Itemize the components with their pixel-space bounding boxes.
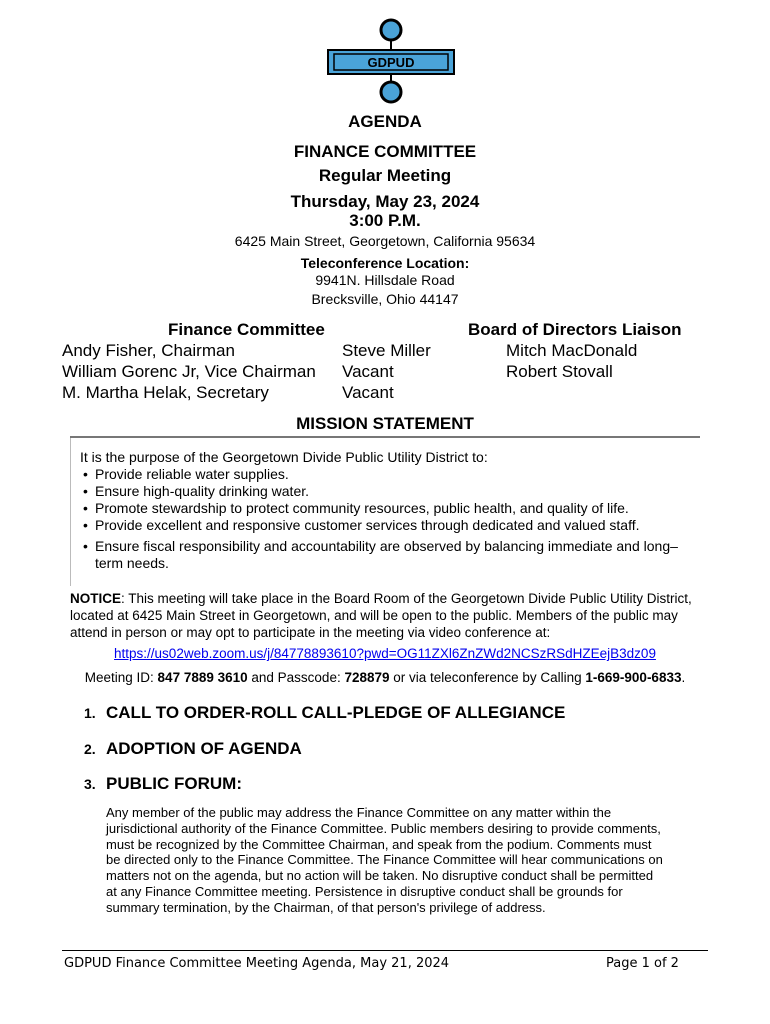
mission-divider: [70, 436, 700, 438]
committee-heading: FINANCE COMMITTEE: [293, 142, 477, 161]
committee-member: Andy Fisher, Chairman: [62, 341, 235, 360]
page-number: Page 1 of 2: [606, 956, 679, 971]
bullet-icon: •: [83, 517, 88, 533]
public-forum-text: Any member of the public may address the Finance Committee on any matter within the jurisdictional authority of the Finance Committee. Public members desiring to provide comments, must be recognized by the Committee Chairman, and speak from the podium. Comments must be directed only to the Finance Committee. The Finance Committee will hear communications on matters not on the agenda, but no action will be taken. No disruptive conduct shall be permitted at any Finance Committee meeting. Persistence in disruptive conduct shall be grounds for summary termination, by the Chairman, of that person's privilege of address.: [106, 805, 663, 915]
committee-alternate: Vacant: [342, 383, 394, 402]
committee-alternate: Vacant: [342, 362, 394, 381]
mission-bullet: • Ensure fiscal responsibility and accountability are observed by balancing immediate and long–term needs.: [83, 538, 678, 571]
committee-member: William Gorenc Jr, Vice Chairman: [62, 362, 316, 381]
mission-bullet: • Provide reliable water supplies.: [83, 466, 289, 482]
meeting-type: Regular Meeting: [318, 166, 452, 185]
committee-alternate: Steve Miller: [342, 341, 431, 360]
committee-member: M. Martha Helak, Secretary: [62, 383, 269, 402]
meeting-address: 6425 Main Street, Georgetown, California 95634: [234, 233, 536, 249]
footer-divider: [62, 950, 708, 951]
mission-bullet: • Ensure high-quality drinking water.: [83, 483, 310, 499]
mission-statement-title: MISSION STATEMENT: [296, 414, 474, 433]
teleconference-address-line2: Brecksville, Ohio 44147: [311, 291, 459, 307]
bullet-icon: •: [83, 483, 88, 499]
meeting-time: 3:00 P.M.: [349, 211, 421, 230]
notice-text: : This meeting will take place in the Board Room of the Georgetown Divide Public Utility District, located at 6425 Main Street in Georgetown, and will be open to the public. Members of the public may attend in person or may opt to participate in the meeting via video conference at:: [70, 591, 692, 640]
passcode: 728879: [344, 670, 390, 685]
bullet-icon: •: [83, 538, 88, 554]
phone-number: 1-669-900-6833: [585, 670, 682, 685]
agenda-heading: AGENDA: [348, 112, 422, 131]
mission-side-rule: [70, 438, 71, 586]
mission-intro: It is the purpose of the Georgetown Divide Public Utility District to:: [80, 449, 488, 465]
bullet-icon: •: [83, 466, 88, 482]
teleconference-address-line1: 9941N. Hillsdale Road: [315, 272, 455, 288]
agenda-item-public-forum: 3. PUBLIC FORUM:: [84, 774, 242, 793]
meeting-id-line: Meeting ID: 847 7889 3610 and Passcode: 728879 or via teleconference by Calling 1-669-900-6833.: [84, 670, 686, 685]
gdpud-logo: [326, 16, 456, 106]
footer-title: GDPUD Finance Committee Meeting Agenda, May 21, 2024: [64, 956, 450, 971]
agenda-item-call-to-order: 1. CALL TO ORDER-ROLL CALL-PLEDGE OF ALLEGIANCE: [84, 703, 566, 722]
mission-bullet-list: [82, 466, 702, 572]
meeting-id: 847 7889 3610: [157, 670, 248, 685]
mission-bullet: • Provide excellent and responsive customer services through dedicated and valued staff.: [83, 517, 640, 533]
notice-paragraph: [70, 590, 710, 641]
finance-committee-title: Finance Committee: [168, 320, 325, 339]
zoom-meeting-link[interactable]: https://us02web.zoom.us/j/84778893610?pwd=OG11ZXl6ZnZWd2NCSzRSdHZEejB3dz09: [114, 646, 656, 661]
board-liaison-member: Mitch MacDonald: [506, 341, 638, 360]
teleconference-heading: Teleconference Location:: [300, 255, 470, 271]
board-liaison-title: Board of Directors Liaison: [468, 320, 682, 339]
meeting-date: Thursday, May 23, 2024: [290, 192, 480, 211]
agenda-item-adoption-of-agenda: 2. ADOPTION OF AGENDA: [84, 739, 302, 758]
notice-label: NOTICE: [70, 591, 122, 606]
board-liaison-member: Robert Stovall: [506, 362, 613, 381]
logo-text: GDPUD: [367, 55, 415, 70]
bullet-icon: •: [83, 500, 88, 516]
mission-bullet: • Promote stewardship to protect community resources, public health, and quality of life.: [83, 500, 629, 516]
